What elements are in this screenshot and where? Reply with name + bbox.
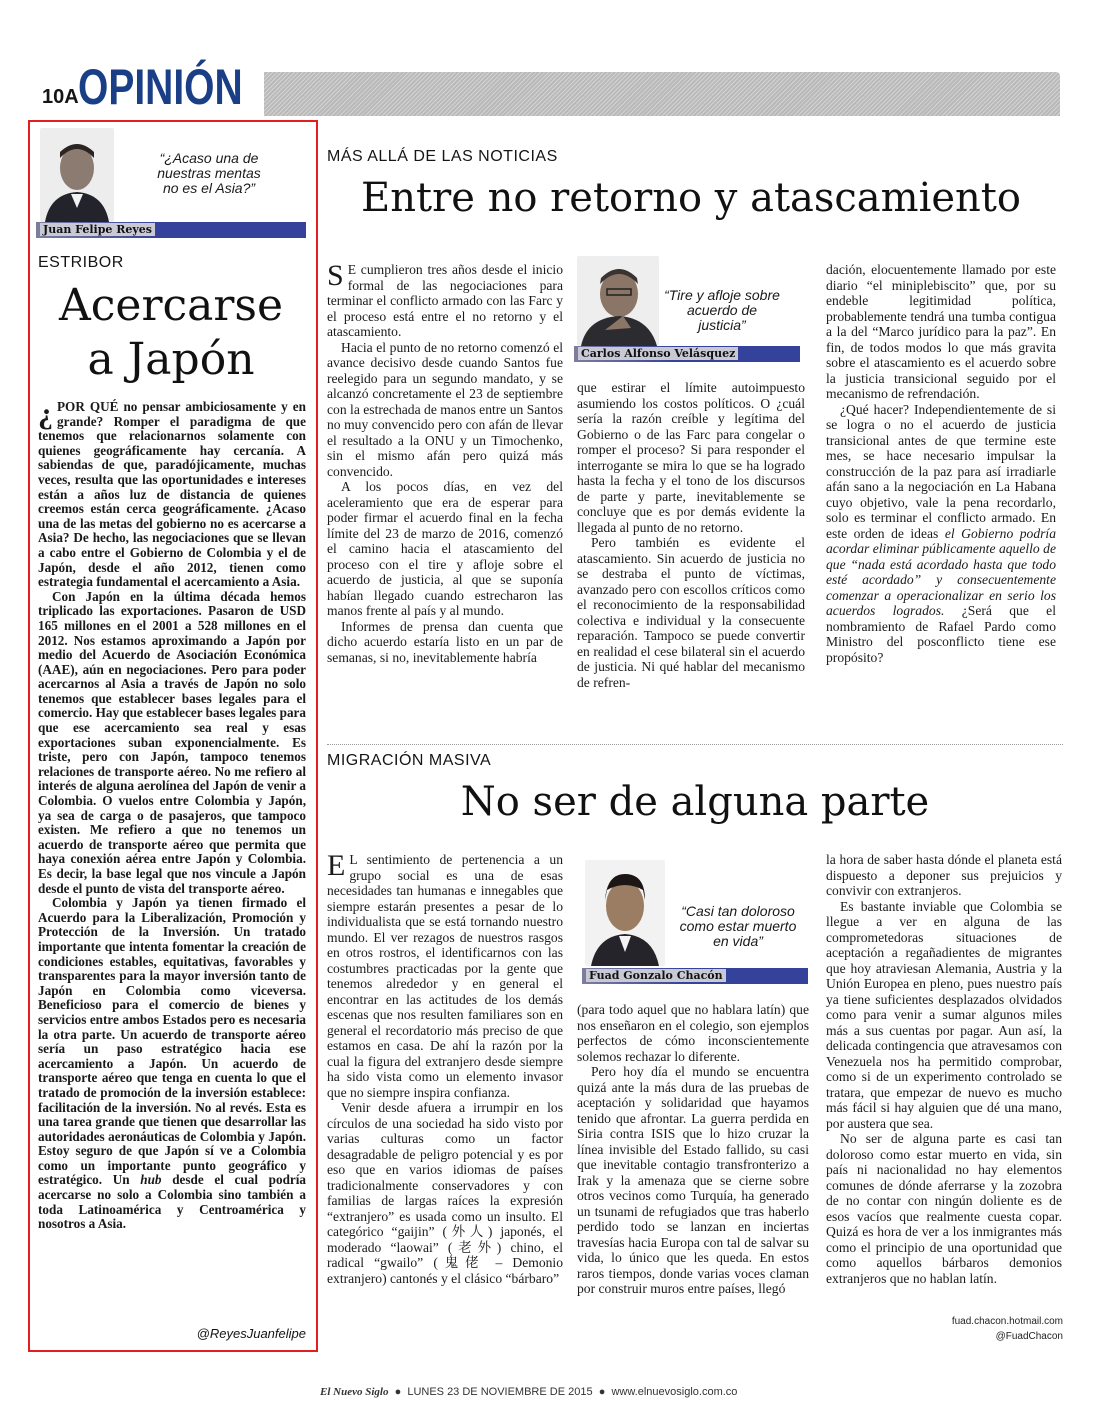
author-photo-velasquez [577, 256, 659, 346]
page-footer: El Nuevo Siglo ● LUNES 23 DE NOVIEMBRE DE 2015 ● www.elnuevosiglo.com.co [320, 1386, 738, 1398]
headline-left-line1: Acercarse [58, 280, 284, 331]
article-body-left: ¿ POR QUÉ no pensar ambiciosamente y en grande? Romper el paradigma de que tenemos que relacionarnos solamente con quienes geográficamente hay cercanía. A sabiendas de que, paradójicamente, muchas veces, resulta que las oportunidades e intereses están a años luz de distancia de quienes creemos están cerca geográficamente. ¿Acaso una de las metas del gobierno no es acercarse a Asia? De hecho, las negociaciones que se llevan a cabo entre el Gobierno de Colombia y el de Japón, desde el año 2012, tienen como estrategia fundamental el acercamiento a Asia. Con Japón en la última década hemos triplicado las exportaciones. Pasaron de USD 165 millones en el 2001 a 528 millones en el 2012. Nos estamos aproximando a Japón por medio del Acuerdo de Asociación Económica (AAE), aún en negociaciones. Pero para poder acercarnos al Asia a través de Japón no solo tenemos que establecer bases legales para el comercio. Hay que establecer bases legales para que ese acercamiento sea real y esas exportaciones suban exponencialmente. Es triste, pero con Japón, tampoco tenemos relaciones de transporte aéreo. No me refiero al interés de alguna aerolínea del Japón de venir a Colombia. O vuelos entre Colombia y Japón, ya sea de carga o de pasajeros, que tampoco existen. Me refiero a que no tenemos un acuerdo de transporte aéreo que permita que haya conexión aérea entre Japón y Colombia. Es decir, la base legal que nos vincule a Japón desde el punto de vista del transporte aéreo. Colombia y Japón ya tienen firmado el Acuerdo para la Liberalización, Promoción y Protección de la Inversión. Un tratado importante que intenta fomentar la creación de condiciones estables, equitativas, favorables y transparentes para la mayor inversión tanto de Japón en Colombia como viceversa. Beneficioso para el comercio de bienes y servicios entre ambos Estados pero es necesaria la otra parte. Un acuerdo de transporte aéreo sería un paso estratégico hacia ese acercamiento a Japón. Un acuerdo de transporte aéreo que tenga en cuenta lo que el tratado de promoción de la inversión establece: facilitación de la inversión. No al revés. Esta es una tarea grande que tienen que desarrollar las autoridades aeronáuticas de Colombia y Japón. Estoy seguro de que Japón sí ve a Colombia como un importante punto geográfico y estratégico. Un hub desde el cual podría acercarse no solo a Colombia sino también a toda Latinoamérica y Centroamérica y nosotros a Asia. [38, 397, 307, 1232]
header-bar [264, 72, 1060, 116]
article-bottom-col2: (para todo aquel que no hablara latín) que nos enseñaron en el colegio, son ejemplos perfectos de cómo inconscientemente solemos rechazar lo diferente. Pero hoy día el mundo se encuentra quizá ante la más dura de las pruebas de aceptación y solidaridad que hayamos tenido que afrontar. La guerra perdida en Siria contra ISIS que lo hizo cruzar la línea invisible del Estado fallido, su casi que inevitable contagio transfronterizo a Irak y la amenaza que se cierne sobre otros vecinos como Turquía, ha generado un tsunami de refugiados que tras haberlo perdido todo se lanzan en inciertas travesías hacia Europa con tal de salvar su vida, lo único que les queda. En estos raros tiempos, donde varias voces claman por construir muros entre países, llegó [577, 1002, 809, 1296]
article-bottom-col1: E L sentimiento de pertenencia a un grupo social es una de esas necesidades tan humanas e innegables que siempre estarán presentes a pesar de lo individualista que se está tornando nuestro mundo. El ver rezagos de nuestros rasgos en otros rostros, el identificarnos con las costumbres practicadas por la gente que tenemos alrededor y en general el encontrar en las actitudes de los demás escenas que nos resulten familiares son en general el recordatorio más preciso de que estamos en casa. De ahí la razón por la cual la figura del extranjero desde siempre ha sido vista como un elemento invasor que no siempre inspira confianza. Venir desde afuera a irrumpir en los círculos de una sociedad ha sido visto por varias culturas como un factor desagradable de peligro potencial y es por eso que en varios idiomas de países tradicionalmente conservadores y con familias de largas raíces la expresión “extranjero” es usada como un insulto. El categórico “gaijin” (外人) japonés, el moderado “laowai” (老外) chino, el radical “gwailo” (鬼佬 – Demonio extranjero) cantonés y el clásico “bárbaro” [327, 849, 563, 1286]
headline-top: Entre no retorno y atascamiento [361, 175, 1021, 221]
pull-quote-chacon: “Casi tan doloroso como estar muerto en vida” [679, 903, 797, 949]
page-number: 10A [42, 86, 79, 108]
article-top-col2: que estirar el límite autoimpuesto asumiendo los costos políticos. O ¿cuál sería la razón creíble y legítima del Gobierno o de las Farc para congelar o romper el proceso? Si para responder el interrogante se mira lo que se ha logrado hasta la fecha y el tono de los discursos de parte y parte, inevitablemente se concluye que es por demás evidente la llegada al punto de no retorno. Pero también es evidente el atascamiento. Sin acuerdo de justicia no se destraba el punto de víctimas, avanzado pero con escollos críticos como el reconocimiento de la responsabilidad colectiva e individual y la consecuente reparación. Tampoco se puede convertir en realidad el cese bilateral sin el acuerdo de justicia. Ni qué hablar del mecanismo de refren- [577, 380, 805, 690]
pull-quote-reyes: “¿Acaso una de nuestras mentas no es el Asia?” [157, 150, 261, 196]
headline-bottom: No ser de alguna parte [460, 779, 930, 825]
author-name-velasquez: Carlos Alfonso Velásquez [574, 346, 800, 362]
author-handle-chacon: @FuadChacon [995, 1331, 1063, 1342]
kicker-noticias: MÁS ALLÁ DE LAS NOTICIAS [327, 148, 558, 165]
article-top-col1: S E cumplieron tres años desde el inicio formal de las negociaciones para terminar el conflicto armado con las Farc y el proceso está entre el no retorno y el atascamiento. Hacia el punto de no retorno comenzó el avance decisivo desde cuando Santos fue reelegido para un segundo mandato, y se alcanzó concretamente el 23 de septiembre con la estrechada de manos entre un Santos no muy convencido pero con afán de llevar el resultado a la ONU y un Timochenko, sin el mismo afán pero quizá más convencido. A los pocos días, en vez del aceleramiento que era de esperar para poder firmar el acuerdo final en la fecha límite del 23 de marzo de 2016, comenzó el camino hacia el atascamiento del proceso con el tire y afloje sobre el acuerdo de justicia, al que se suponía habían llegado cuando estrecharon las manos frente al país y al mundo. Informes de prensa dan cuenta que dicho acuerdo estaría listo en un par de semanas, si no, inevitablemente habría [327, 259, 563, 665]
author-handle-reyes: @ReyesJuanfelipe [196, 1326, 306, 1341]
article-bottom-col3: la hora de saber hasta dónde el planeta está dispuesto a deponer sus prejuicios y convivir con extranjeros. Es bastante inviable que Colombia se llegue a ver en alguna de las comprometedoras situaciones de aceptación a regañadientes de migrantes que hoy atraviesan Alemania, Austria y la Unión Europea en pleno, pues nuestro país ya tiene suficientes desplazados olvidados como para venir a sumar algunos miles más a sus cuentas por pagar. Aun así, la delicada contingencia que atravesamos con Venezuela nos ha permitido comprobar, como si de un experimento controlado se tratara, que empezar de nuevo es mucho más fácil si hay alguien que dé una mano, por austera que sea. No ser de alguna parte es casi tan doloroso como estar muerto en vida, sin país ni nacionalidad no hay elementos comunes de dónde aferrarse y la zozobra de no contar con ningún doliente es de esos vacíos que realmente cuesta copar. Quizá es hora de ver a los inmigrantes más como el principio de una oportunidad que como aquellos bárbaros demonios extranjeros que no hablan latín. [826, 852, 1062, 1286]
author-name-chacon: Fuad Gonzalo Chacón [582, 968, 808, 984]
footer-date: LUNES 23 DE NOVIEMBRE DE 2015 [407, 1386, 593, 1398]
footer-brand: El Nuevo Siglo [320, 1386, 389, 1398]
article-top-col3: dación, elocuentemente llamado por este diario “el miniplebiscito” que, por su endeble legitimidad política, probablemente tendrá una tumba contigua a la del “Marco jurídico para la paz”. En fin, de todos modos lo que más gravita sobre el atascamiento es el acuerdo sobre la justicia transicional seguido por el mecanismo de refrendación. ¿Qué hacer? Independientemente de si se logra o no el acuerdo de justicia transicional antes de que termine este mes, se hace necesario impulsar la construcción de la paz para así irradiarle afán sano a la negociación en La Habana cuyo objetivo, vale la pena recordarlo, solo es terminar el conflicto armado. En este orden de ideas el Gobierno podría acordar eliminar públicamente aquello de que “nada está acordado hasta que todo esté acordado” y consecuentemente comenzar a operacionalizar en serio los acuerdos logrados. ¿Será que el nombramiento de Rafael Pardo como Ministro del posconflicto tiene ese propósito? [826, 262, 1057, 665]
author-photo-chacon [585, 860, 665, 966]
footer-url[interactable]: www.elnuevosiglo.com.co [611, 1386, 738, 1398]
kicker-migracion: MIGRACIÓN MASIVA [327, 752, 492, 769]
author-email-chacon: fuad.chacon.hotmail.com [951, 1316, 1063, 1327]
pull-quote-velasquez: “Tire y afloje sobre acuerdo de justicia” [664, 287, 780, 333]
author-photo-reyes [40, 128, 114, 222]
author-name-reyes: Juan Felipe Reyes [36, 222, 306, 238]
kicker-estribor: ESTRIBOR [38, 254, 124, 271]
headline-left-line2: a Japón [87, 334, 255, 385]
section-title: OPINIÓN [78, 59, 243, 115]
article-divider [327, 744, 1063, 745]
